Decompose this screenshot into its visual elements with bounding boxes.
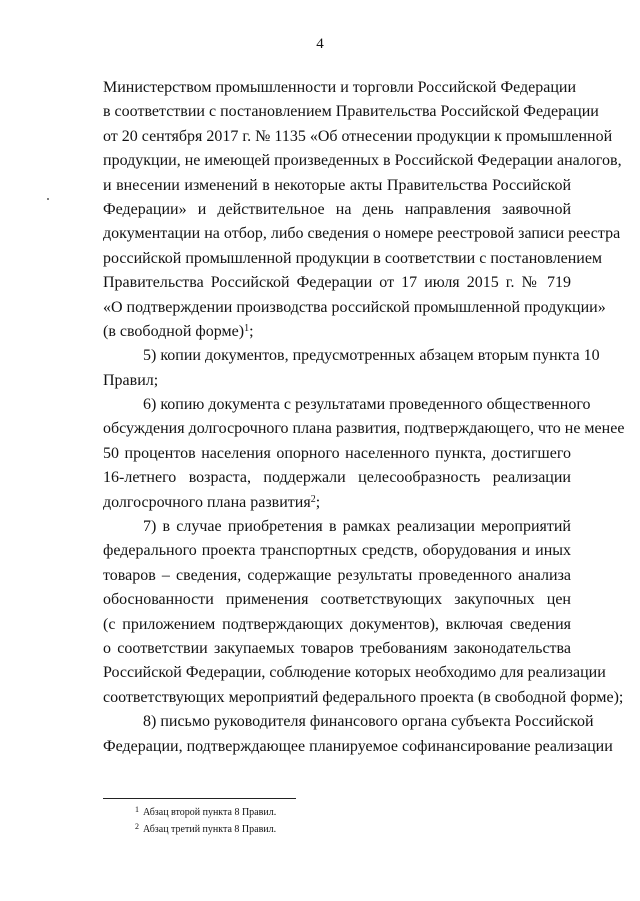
text-line: (с приложением подтверждающих документов), включая сведения: [103, 615, 571, 633]
text-line: от 20 сентября 2017 г. № 1135 «Об отнесении продукции к промышленной: [103, 127, 613, 145]
footnote-mark: 1: [135, 805, 139, 814]
text-line: 7) в случае приобретения в рамках реализации мероприятий: [143, 518, 571, 536]
text-line: Федерации, подтверждающее планируемое софинансирование реализации: [103, 737, 613, 755]
scan-speck: [47, 198, 49, 200]
text-line: Правительства Российской Федерации от 17 июля 2015 г. № 719: [103, 274, 571, 292]
footnotes: [135, 803, 276, 837]
text-line: продукции, не имеющей произведенных в Российской Федерации аналогов,: [103, 152, 622, 170]
text-line: документации на отбор, либо сведения о номере реестровой записи реестра: [103, 225, 621, 243]
footnote-1: [135, 803, 276, 820]
footnote-divider: [103, 798, 296, 799]
text-line: 6) копию документа с результатами проведенного общественного: [143, 396, 591, 414]
footnote-text: Абзац второй пункта 8 Правил.: [143, 807, 277, 818]
text-fragment: долгосрочного плана развития: [103, 493, 311, 511]
text-line: 8) письмо руководителя финансового органа субъекта Российской: [143, 713, 594, 731]
text-line: Российской Федерации, соблюдение которых необходимо для реализации: [103, 664, 606, 682]
footnote-2: [135, 820, 276, 837]
body-text: [103, 76, 625, 759]
footnote-text: Абзац третий пункта 8 Правил.: [143, 824, 277, 835]
text-line: и внесении изменений в некоторые акты Правительства Российской: [103, 176, 571, 194]
text-line: обоснованности применения соответствующих закупочных цен: [103, 591, 571, 609]
text-line: соответствующих мероприятий федерального проекта (в свободной форме);: [103, 688, 624, 706]
text-line: 16-летнего возраста, поддержали целесообразность реализации: [103, 469, 571, 487]
text-line: 50 процентов населения опорного населенного пункта, достигшего: [103, 444, 571, 462]
text-line: Правил;: [103, 371, 159, 389]
footnote-ref-2: 2: [310, 493, 316, 505]
text-fragment: ;: [249, 322, 254, 340]
text-line: о соответствии закупаемых товаров требованиям законодательства: [103, 639, 571, 657]
text-line: в соответствии с постановлением Правительства Российской Федерации: [103, 103, 599, 121]
text-line: обсуждения долгосрочного плана развития, подтверждающего, что не менее: [103, 420, 625, 438]
text-line: Федерации» и действительное на день направления заявочной: [103, 200, 571, 218]
text-line: федерального проекта транспортных средств, оборудования и иных: [103, 542, 571, 560]
text-fragment: ;: [315, 493, 321, 511]
text-line: товаров – сведения, содержащие результаты проведенного анализа: [103, 566, 571, 584]
text-line: 5) копии документов, предусмотренных абзацем вторым пункта 10: [143, 347, 600, 365]
text-line-with-footnote: [103, 320, 571, 344]
footnote-ref-1: 1: [244, 322, 250, 334]
footnote-mark: 2: [135, 822, 139, 831]
page-number: 4: [316, 36, 324, 52]
text-line-with-footnote: [103, 491, 571, 515]
text-line: Министерством промышленности и торговли Российской Федерации: [103, 79, 576, 96]
text-line: российской промышленной продукции в соответствии с постановлением: [103, 249, 603, 267]
text-fragment: (в свободной форме): [103, 322, 245, 340]
text-line: «О подтверждении производства российской промышленной продукции»: [103, 298, 606, 316]
